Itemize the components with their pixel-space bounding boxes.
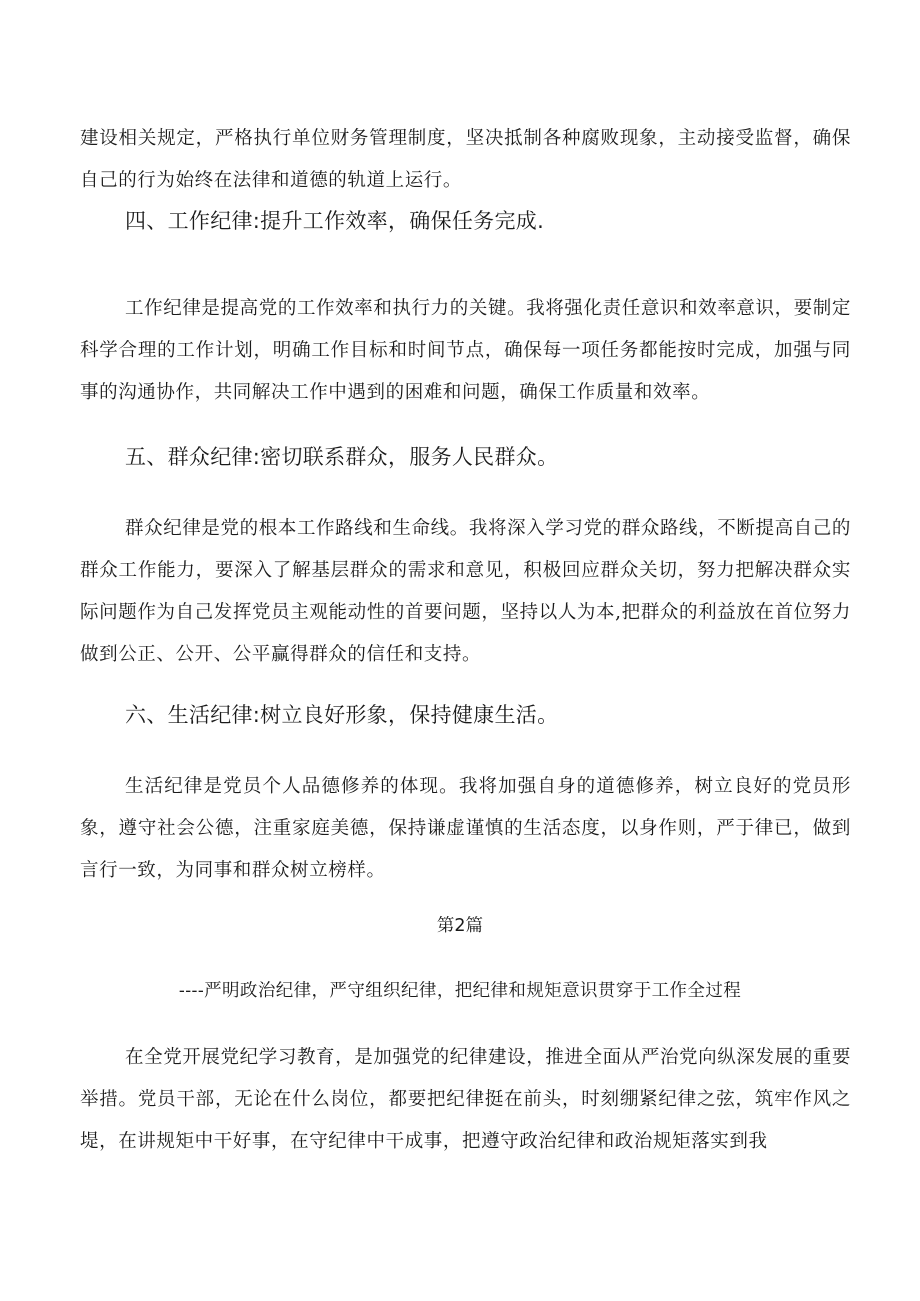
paragraph-continuation: 建设相关规定，严格执行单位财务管理制度，坚决抵制各种腐败现象，主动接受监督，确保自己的行为始终在法律和道德的轨道上运行。 — [80, 128, 851, 191]
chapter-subtitle: ----严明政治纪律，严守组织纪律，把纪律和规矩意识贯穿于工作全过程 — [178, 981, 742, 1001]
paragraph-life-discipline: 生活纪律是党员个人品德修养的体现。我将加强自身的道德修养，树立良好的党员形象，遵守社会公德，注重家庭美德，保持谦虚谨慎的生活态度，以身作则，严于律已，做到言行一致，为同事和群众树立榜样。 — [80, 776, 851, 881]
section-heading-mass-discipline: 五、群众纪律:密切联系群众，服务人民群众。 — [125, 445, 559, 469]
paragraph-intro: 在全党开展党纪学习教育，是加强党的纪律建设，推进全面从严治党向纵深发展的重要举措。党员干部，无论在什么岗位，都要把纪律挺在前头，时刻绷紧纪律之弦，筑牢作风之堤，在讲规矩中干好事，在守纪律中干成事，把遵守政治纪律和政治规矩落实到我 — [80, 1047, 851, 1152]
section-heading-life-discipline: 六、生活纪律:树立良好形象，保持健康生活。 — [125, 703, 559, 727]
chapter-title: 第2篇 — [436, 916, 484, 936]
paragraph-work-discipline: 工作纪律是提高党的工作效率和执行力的关键。我将强化责任意识和效率意识，要制定科学合理的工作计划，明确工作目标和时间节点，确保每一项任务都能按时完成，加强与同事的沟通协作，共同解决工作中遇到的困难和问题，确保工作质量和效率。 — [80, 298, 851, 403]
paragraph-mass-discipline: 群众纪律是党的根本工作路线和生命线。我将深入学习党的群众路线，不断提高自己的群众工作能力，要深入了解基层群众的需求和意见，积极回应群众关切，努力把解决群众实际问题作为自己发挥党员主观能动性的首要问题，坚持以人为本,把群众的利益放在首位努力做到公正、公开、公平赢得群众的信任和支持。 — [80, 518, 851, 665]
section-heading-work-discipline: 四、工作纪律:提升工作效率，确保任务完成. — [125, 209, 545, 233]
